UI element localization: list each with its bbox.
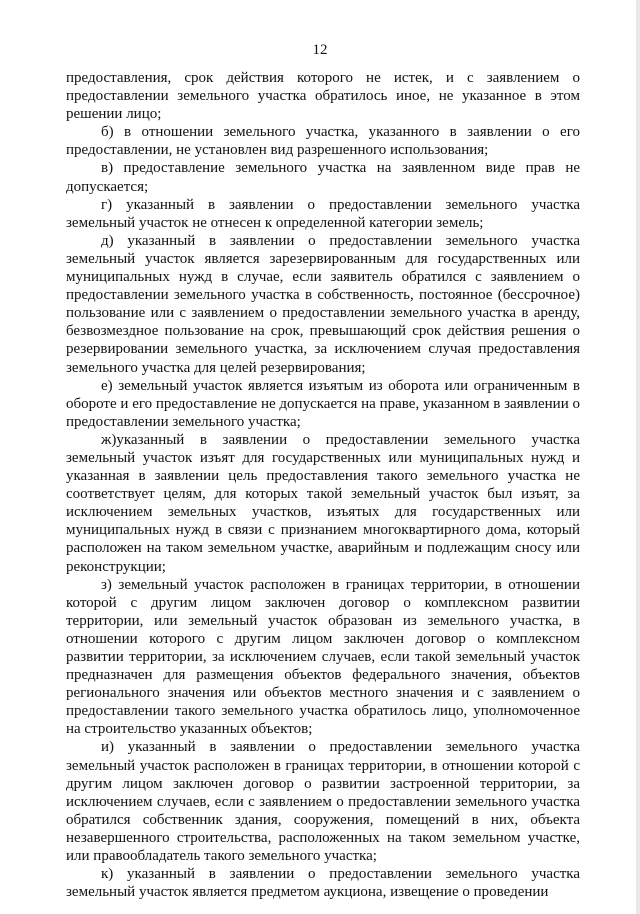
- paragraph-item-z: з) земельный участок расположен в границах территории, в отношении которой с другим лицом заключен договор о комплексном развитии территории, или земельный участок образован из земельного участка, в отношении которого с другим лицом заключен договор о комплексном развитии территории, за исключением случаев, если такой земельный участок предназначен для размещения объектов федерального значения, объектов регионального значения или объектов местного значения и с заявлением о предоставлении такого земельного участка обратилось лицо, уполномоченное на строительство указанных объектов;: [66, 576, 580, 738]
- page-number: 12: [312, 42, 328, 58]
- paragraph-continuation: предоставления, срок действия которого не истек, и с заявлением о предоставлении земельного участка обратилось иное, не указанное в этом решении лицо;: [66, 70, 580, 123]
- paragraph-item-b: б) в отношении земельного участка, указанного в заявлении о его предоставлении, не установлен вид разрешенного использования;: [66, 124, 580, 159]
- paragraph-item-k: к) указанный в заявлении о предоставлении земельного участка земельный участок является предметом аукциона, извещение о проведении: [66, 866, 580, 901]
- paragraph-item-e: е) земельный участок является изъятым из оборота или ограниченным в обороте и его предоставление не допускается на праве, указанном в заявлении о предоставлении земельного участка;: [66, 377, 580, 430]
- scan-edge: [636, 0, 640, 914]
- paragraph-item-g: г) указанный в заявлении о предоставлении земельного участка земельный участок не отнесен к определенной категории земель;: [66, 196, 580, 231]
- paragraph-item-i: и) указанный в заявлении о предоставлении земельного участка земельный участок расположен в границах территории, в отношении которой с другим лицом заключен договор о развитии застроенной территории, за исключением случаев, если с заявлением о предоставлении земельного участка обратился собственник здания, сооружения, помещений в них, объекта незавершенного строительства, расположенных на таком земельном участке, или правообладатель такого земельного участка;: [66, 739, 580, 865]
- body-text: [66, 69, 580, 901]
- paragraph-item-d: д) указанный в заявлении о предоставлении земельного участка земельный участок является зарезервированным для государственных или муниципальных нужд в случае, если заявитель обратился с заявлением о предоставлении земельного участка в собственность, постоянное (бессрочное) пользование или с заявлением о предоставлении земельного участка в аренду, безвозмездное пользование на срок, превышающий срок действия решения о резервировании земельного участка, за исключением случая предоставления земельного участка для целей резервирования;: [66, 232, 580, 376]
- paragraph-item-v: в) предоставление земельного участка на заявленном виде прав не допускается;: [66, 160, 580, 195]
- paragraph-item-zh: ж)указанный в заявлении о предоставлении земельного участка земельный участок изъят для государственных или муниципальных нужд и указанная в заявлении цель предоставления такого земельного участка не соответствует целям, для которых такой земельный участок был изъят, за исключением земельных участков, изъятых для государственных или муниципальных нужд в связи с признанием многоквартирного дома, который расположен на таком земельном участке, аварийным и подлежащим сносу или реконструкции;: [66, 431, 580, 575]
